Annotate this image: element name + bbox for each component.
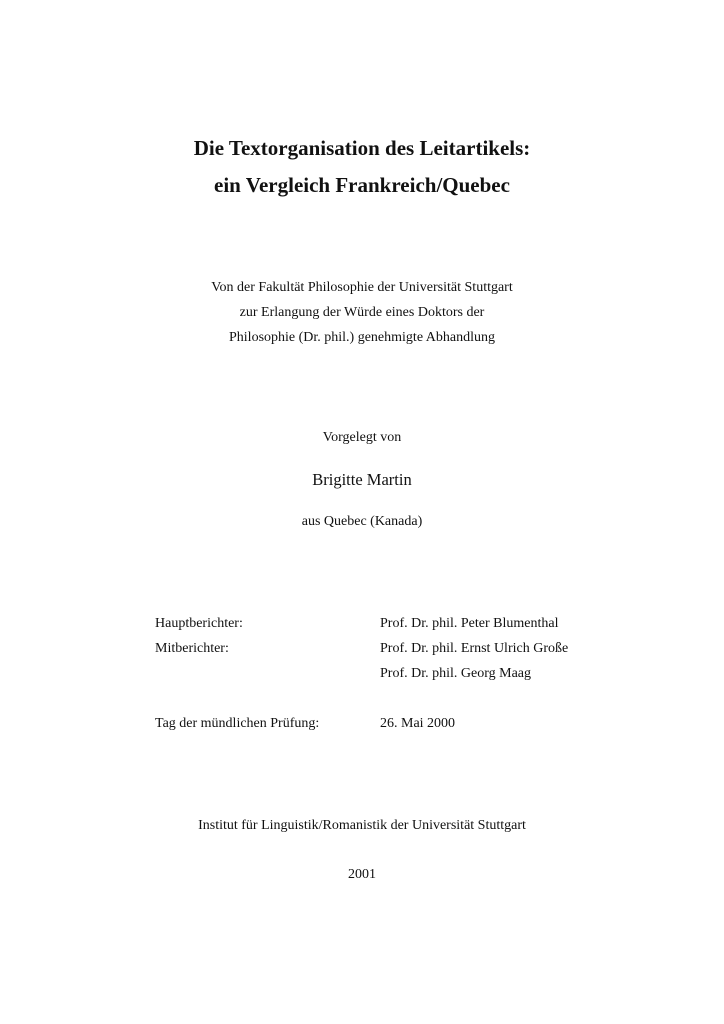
title-line-2: ein Vergleich Frankreich/Quebec [214,173,510,197]
exam-date-label: Tag der mündlichen Prüfung: [155,716,320,731]
exam-date: 26. Mai 2000 [380,716,456,731]
approval-line-3: Philosophie (Dr. phil.) genehmigte Abhandlung [229,330,495,345]
main-referee: Prof. Dr. phil. Peter Blumenthal [380,616,559,631]
year: 2001 [348,867,376,882]
approval-line-2: zur Erlangung der Würde eines Doktors der [239,305,485,320]
co-referee-1: Prof. Dr. phil. Ernst Ulrich Große [380,641,569,656]
author-name: Brigitte Martin [312,470,412,489]
co-referee-label: Mitberichter: [155,641,229,656]
title-line-1: Die Textorganisation des Leitartikels: [193,136,531,160]
co-referee-2: Prof. Dr. phil. Georg Maag [380,666,531,681]
author-origin: aus Quebec (Kanada) [301,514,423,529]
approval-line-1: Von der Fakultät Philosophie der Universität Stuttgart [211,280,513,295]
submitted-by-label: Vorgelegt von [322,430,402,445]
main-referee-label: Hauptberichter: [155,616,243,631]
institute: Institut für Linguistik/Romanistik der Universität Stuttgart [198,818,526,833]
